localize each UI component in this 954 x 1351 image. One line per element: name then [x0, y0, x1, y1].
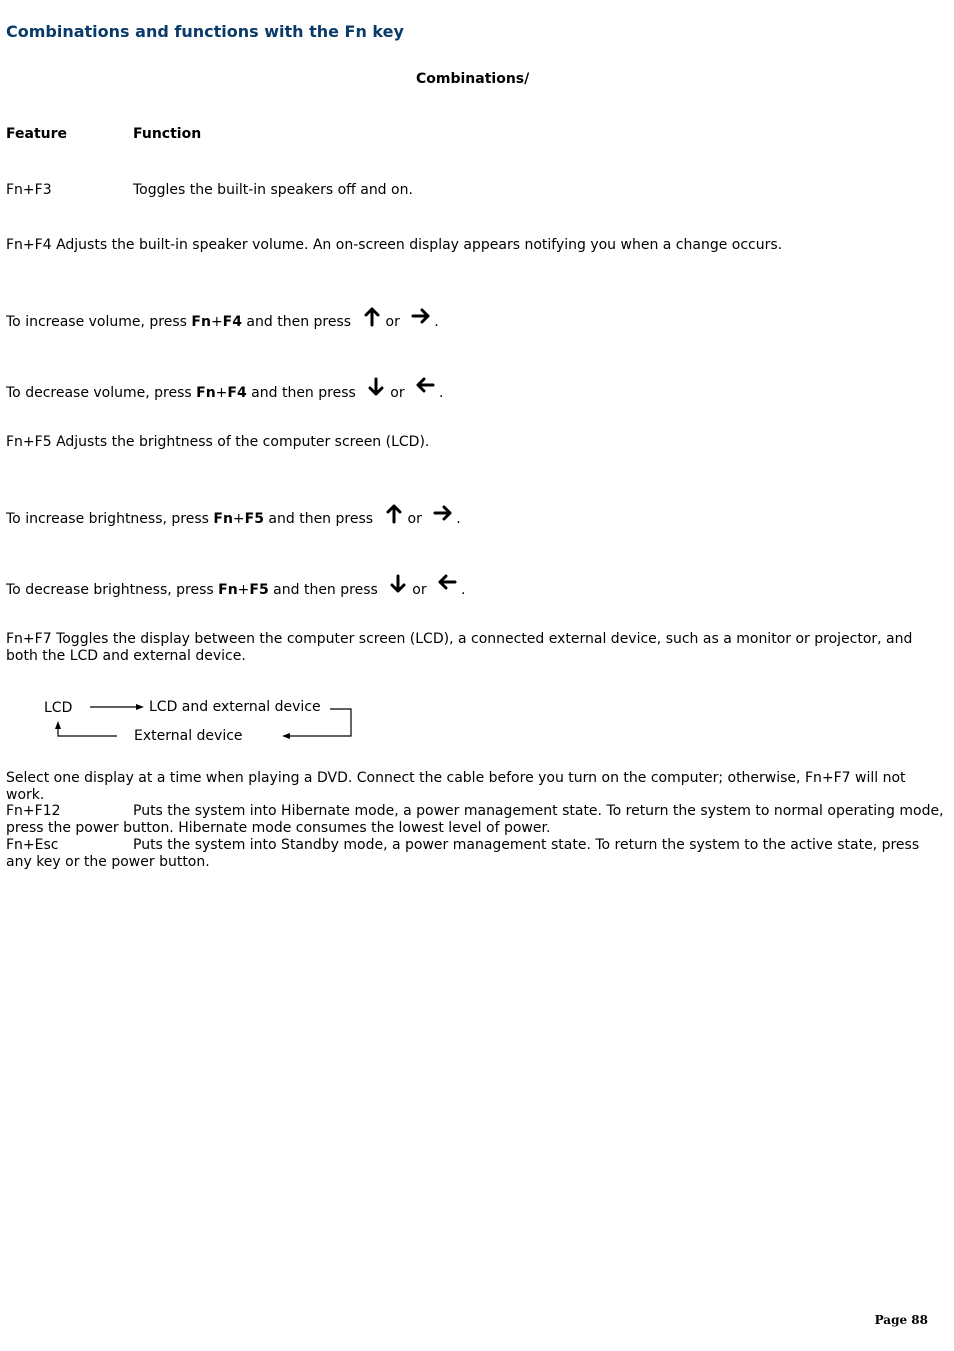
fn-f4-text: Fn+F4 Adjusts the built-in speaker volume. An on-screen display appears notifying you when a change occurs.	[6, 237, 783, 253]
fn-f12-key: Fn+F12	[6, 803, 61, 819]
brightness-up-end: .	[456, 511, 461, 527]
brightness-up-mid: and then press	[263, 511, 378, 527]
volume-down-prefix: To decrease volume, press	[6, 385, 197, 401]
diagram-arrowhead	[136, 704, 144, 710]
diagram-both-label: LCD and external device	[149, 699, 321, 715]
brightness-up-line	[6, 503, 461, 529]
brightness-up-plus: +	[232, 511, 245, 527]
fn-f3-key: Fn+F3	[6, 182, 52, 198]
arrow-left-icon	[415, 377, 435, 399]
brightness-down-key: F5	[249, 582, 269, 598]
arrow-down-icon	[388, 574, 408, 596]
volume-down-line	[6, 377, 443, 403]
brightness-up-key: F5	[244, 511, 264, 527]
diagram-back-line	[58, 728, 117, 736]
fn-f3-desc: Toggles the built-in speakers off and on.	[133, 182, 413, 198]
diagram-lcd-label: LCD	[44, 700, 73, 716]
brightness-up-fn: Fn	[213, 511, 233, 527]
volume-up-line	[6, 306, 439, 332]
arrow-left-icon	[437, 574, 457, 596]
brightness-down-end: .	[461, 582, 466, 598]
fn-f7-text: Fn+F7 Toggles the display between the computer screen (LCD), a connected external device, such as a monitor or projector, and both the LCD and external device.	[6, 631, 913, 664]
fn-esc-key: Fn+Esc	[6, 837, 59, 853]
display-toggle-diagram	[40, 694, 360, 750]
arrow-right-icon	[410, 306, 430, 328]
brightness-down-mid: and then press	[268, 582, 383, 598]
volume-down-end: .	[439, 385, 444, 401]
volume-down-or: or	[390, 385, 405, 401]
fn-f12-row	[6, 803, 944, 837]
arrow-up-icon	[384, 503, 404, 525]
feature-header: Feature	[6, 126, 67, 142]
brightness-up-or: or	[407, 511, 422, 527]
volume-up-prefix: To increase volume, press	[6, 314, 192, 330]
arrow-down-icon	[366, 377, 386, 399]
brightness-down-plus: +	[237, 582, 250, 598]
volume-up-or: or	[385, 314, 400, 330]
volume-up-plus: +	[210, 314, 223, 330]
arrow-right-icon	[432, 503, 452, 525]
brightness-up-prefix: To increase brightness, press	[6, 511, 214, 527]
volume-down-fn: Fn	[196, 385, 216, 401]
volume-down-mid: and then press	[246, 385, 361, 401]
page-number: Page 88	[874, 1313, 928, 1327]
volume-down-plus: +	[215, 385, 228, 401]
volume-up-end: .	[434, 314, 439, 330]
fn-f5-text: Fn+F5 Adjusts the brightness of the computer screen (LCD).	[6, 434, 430, 450]
diagram-arrowhead	[55, 721, 61, 729]
volume-up-mid: and then press	[241, 314, 356, 330]
brightness-down-line	[6, 574, 465, 600]
volume-down-key: F4	[227, 385, 247, 401]
fn-esc-desc: Puts the system into Standby mode, a power management state. To return the system to the active state, press any key or the power button.	[6, 837, 920, 870]
volume-up-key: F4	[222, 314, 242, 330]
function-header: Function	[133, 126, 202, 142]
table-caption: Combinations/	[416, 71, 530, 87]
brightness-down-prefix: To decrease brightness, press	[6, 582, 219, 598]
fn-f12-desc: Puts the system into Hibernate mode, a power management state. To return the system to normal operating mode, press the power button. Hibernate mode consumes the lowest level of power.	[6, 803, 944, 836]
dvd-note: Select one display at a time when playing a DVD. Connect the cable before you turn on the computer; otherwise, Fn+F7 will not work.	[6, 770, 906, 803]
diagram-external-label: External device	[134, 728, 243, 744]
brightness-down-or: or	[412, 582, 427, 598]
fn-esc-row	[6, 837, 944, 871]
diagram-arrowhead	[282, 733, 290, 739]
arrow-up-icon	[362, 306, 382, 328]
brightness-down-fn: Fn	[218, 582, 238, 598]
page-title: Combinations and functions with the Fn key	[6, 22, 404, 41]
volume-up-fn: Fn	[191, 314, 211, 330]
